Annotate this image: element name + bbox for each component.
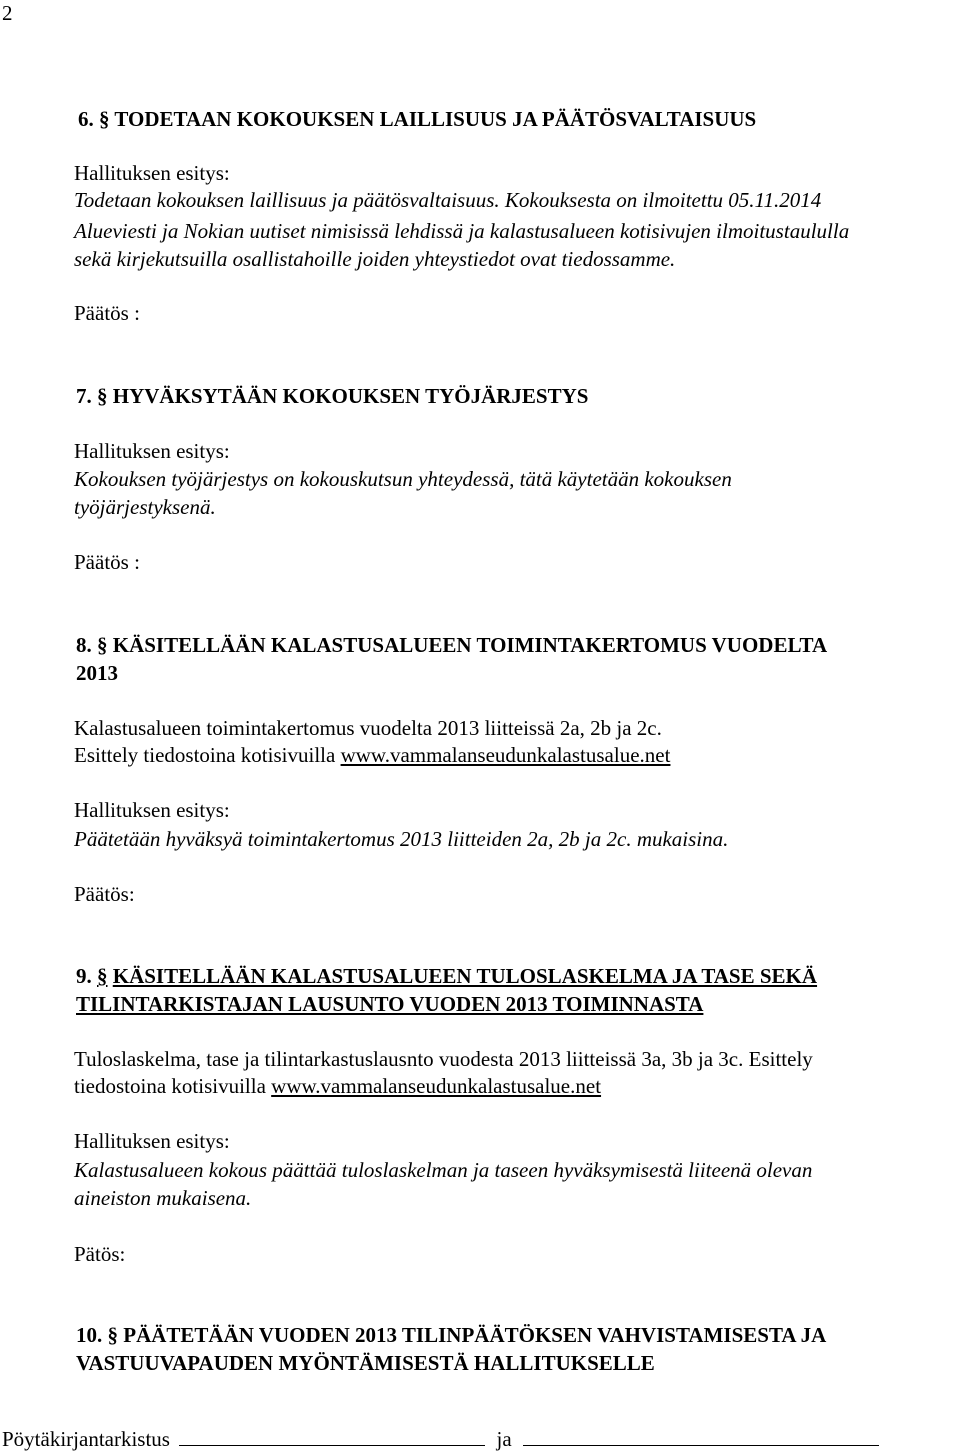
footer-conjunction: ja <box>496 1427 512 1451</box>
section-7-proposal-label: Hallituksen esitys: <box>74 439 230 463</box>
section-10-number: 10. <box>76 1323 103 1347</box>
section-6-heading <box>78 106 756 133</box>
section-8-title-cont: 2013 <box>76 661 118 685</box>
section-7-proposal-line: Kokouksen työjärjestys on kokouskutsun yhteydessä, tätä käytetään kokouksen <box>74 467 732 491</box>
section-6-proposal-line: Todetaan kokouksen laillisuus ja päätösvaltaisuus. Kokouksesta on ilmoitettu 05.11.2014 <box>74 188 822 212</box>
section-symbol: § <box>107 1323 118 1347</box>
section-6-proposal-line: sekä kirjekutsuilla osallistahoille joiden yhteystiedot ovat tiedossamme. <box>74 247 676 271</box>
section-8-number: 8. <box>76 633 92 657</box>
section-8-decision-label: Päätös: <box>74 882 135 906</box>
section-9-proposal-line: aineiston mukaisena. <box>74 1186 252 1210</box>
footer-signature-line <box>2 1425 879 1453</box>
section-symbol: § <box>99 107 110 131</box>
section-9-decision-label: Pätös: <box>74 1242 126 1266</box>
section-symbol: § <box>97 384 108 408</box>
section-9-title: KÄSITELLÄÄN KALASTUSALUEEN TULOSLASKELMA JA TASE SEKÄ <box>112 964 818 988</box>
section-9-number: 9. <box>76 964 92 988</box>
section-6-proposal-label: Hallituksen esitys: <box>74 161 230 185</box>
section-8-proposal-label: Hallituksen esitys: <box>74 798 230 822</box>
section-9-info-prefix: tiedostoina kotisivuilla <box>74 1074 272 1098</box>
website-link[interactable]: www.vammalanseudunkalastusalue.net <box>340 743 671 767</box>
website-link[interactable]: www.vammalanseudunkalastusalue.net <box>271 1074 602 1098</box>
section-symbol: § <box>97 633 108 657</box>
section-7-heading <box>76 383 588 410</box>
section-10-heading <box>76 1322 826 1349</box>
section-9-proposal-line: Kalastusalueen kokous päättää tuloslaskelman ja taseen hyväksymisestä liiteenä olevan <box>74 1158 813 1182</box>
section-9-title-cont: TILINTARKISTAJAN LAUSUNTO VUODEN 2013 TOIMINNASTA <box>76 992 704 1016</box>
section-7-number: 7. <box>76 384 92 408</box>
section-8-info-line-2 <box>74 742 670 769</box>
section-8-heading <box>76 632 827 659</box>
section-7-decision-label: Päätös : <box>74 550 140 574</box>
section-9-info-line: Tuloslaskelma, tase ja tilintarkastuslausnto vuodesta 2013 liitteissä 3a, 3b ja 3c. Esittely <box>74 1047 813 1071</box>
section-9-proposal-label: Hallituksen esitys: <box>74 1129 230 1153</box>
signature-blank-1[interactable] <box>179 1425 485 1446</box>
section-8-proposal-line: Päätetään hyväksyä toimintakertomus 2013 liitteiden 2a, 2b ja 2c. mukaisina. <box>74 827 729 851</box>
section-9-heading <box>76 963 817 990</box>
section-10-title-cont: VASTUUVAPAUDEN MYÖNTÄMISESTÄ HALLITUKSELLE <box>76 1351 655 1375</box>
section-9-info-line-2 <box>74 1073 601 1100</box>
section-6-proposal-line: Alueviesti ja Nokian uutiset nimisissä lehdissä ja kalastusalueen kotisivujen ilmoitustaululla <box>74 219 850 243</box>
page-number: 2 <box>2 1 13 25</box>
section-8-info-prefix: Esittely tiedostoina kotisivuilla <box>74 743 341 767</box>
section-6-number: 6. <box>78 107 94 131</box>
section-7-title: HYVÄKSYTÄÄN KOKOUKSEN TYÖJÄRJESTYS <box>112 384 589 408</box>
section-7-proposal-line: työjärjestyksenä. <box>74 495 216 519</box>
section-symbol: § <box>97 964 108 988</box>
signature-blank-2[interactable] <box>523 1425 879 1446</box>
section-8-title: KÄSITELLÄÄN KALASTUSALUEEN TOIMINTAKERTOMUS VUODELTA <box>112 633 828 657</box>
section-6-decision-label: Päätös : <box>74 301 140 325</box>
footer-label: Pöytäkirjantarkistus <box>2 1427 170 1451</box>
section-10-title: PÄÄTETÄÄN VUODEN 2013 TILINPÄÄTÖKSEN VAHVISTAMISESTA JA <box>123 1323 827 1347</box>
section-6-title: TODETAAN KOKOUKSEN LAILLISUUS JA PÄÄTÖSVALTAISUUS <box>114 107 757 131</box>
section-8-info-line: Kalastusalueen toimintakertomus vuodelta 2013 liitteissä 2a, 2b ja 2c. <box>74 716 662 740</box>
